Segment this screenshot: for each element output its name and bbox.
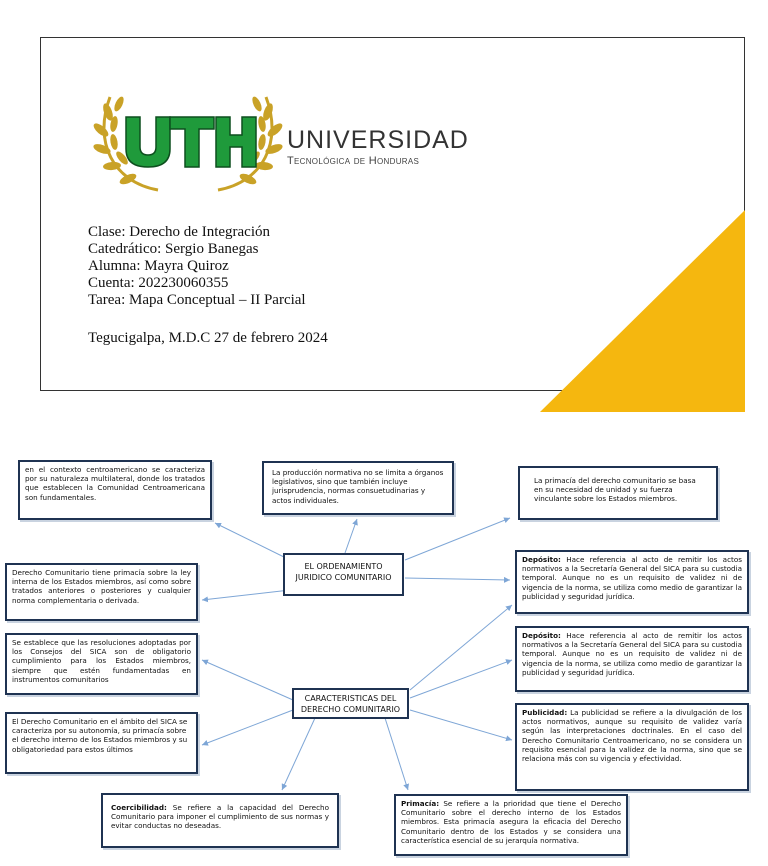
box-bottom-right-text: Se refiere a la prioridad que tiene el Derecho Comunitario sobre el derecho interno de los Estados miembros. Esta primacía asegura la eficacia del Derecho Comunitario dentro de los Estados y se considera una característica esencial de su jerarquía normativa. [401, 799, 621, 845]
center-caracteristicas [292, 688, 409, 719]
box-right-3-title: Publicidad: [522, 708, 568, 717]
box-right-2-text: Hace referencia al acto de remitir los actos normativos a la Secretaría General del SICA para su custodia temporal. Aunque no es un requisito de validez ni de vigencia de la norma, se utiliza como medio de garantizar la publicidad y seguridad jurídica. [522, 631, 742, 677]
box-left-2-text: Se establece que las resoluciones adoptadas por los Consejos del SICA son de obligatorio cumplimiento para los Estados miembros, siempre que estén fundamentadas en instrumentos comunitarios [12, 638, 191, 684]
box-top-right [518, 466, 718, 520]
teacher-line: Catedrático: Sergio Banegas [88, 241, 259, 257]
box-right-3 [515, 703, 749, 791]
task-line: Tarea: Mapa Conceptual – II Parcial [88, 292, 306, 308]
box-right-3-text: La publicidad se refiere a la divulgación de los actos normativos, aunque su requisito de validez varía según las interpretaciones doctrinales. En el caso del Derecho Comunitario Centroamericano, no se considera un requisito esencial para la validez de la norma, sino que se relaciona más con su vigencia y efectividad. [522, 708, 742, 764]
box-top-right-text: La primacía del derecho comunitario se basa en su necesidad de unidad y su fuerza vinculante sobre los Estados miembros. [534, 476, 696, 504]
center-ordenamiento [283, 553, 404, 596]
class-line: Clase: Derecho de Integración [88, 224, 270, 240]
center-caracteristicas-text: CARACTERISTICAS DEL DERECHO COMUNITARIO [300, 694, 401, 714]
box-top-middle-text: La producción normativa no se limita a órganos legislativos, sino que también incluye jurisprudencia, normas consuetudinarias y actos individuales. [272, 468, 444, 505]
box-bottom-left-title: Coercibilidad: [111, 803, 167, 812]
box-right-1-title: Depósito: [522, 555, 561, 564]
box-right-2-title: Depósito: [522, 631, 561, 640]
box-top-left [18, 460, 212, 520]
student-line: Alumna: Mayra Quiroz [88, 258, 229, 274]
box-bottom-left-text: Se refiere a la capacidad del Derecho Comunitario para imponer el cumplimiento de sus normas y evitar conductas no deseadas. [111, 803, 329, 831]
box-bottom-left [101, 793, 339, 848]
box-top-middle [262, 461, 454, 515]
box-right-2 [515, 626, 749, 692]
box-right-1-text: Hace referencia al acto de remitir los actos normativos a la Secretaría General del SICA para su custodia temporal. Aunque no es un requisito de validez ni de vigencia de la norma, se utiliza como medio de garantizar la publicidad y seguridad jurídica. [522, 555, 742, 601]
box-left-2 [5, 633, 198, 695]
uth-logo-laurel-icon [88, 72, 288, 202]
box-left-1 [5, 563, 198, 621]
account-line: Cuenta: 202230060355 [88, 275, 229, 291]
university-name: UNIVERSIDAD [287, 126, 469, 154]
cover-info-block [88, 224, 306, 309]
box-left-1-text: Derecho Comunitario tiene primacía sobre la ley interna de los Estados miembros, así como sobre tratados anteriores o posteriores y cualquier norma complementaria o derivada. [12, 568, 191, 605]
box-bottom-right-title: Primacía: [401, 799, 440, 808]
center-ordenamiento-text: EL ORDENAMIENTO JURIDICO COMUNITARIO [295, 562, 392, 582]
box-top-left-text: en el contexto centroamericano se caracteriza por su naturaleza multilateral, donde los tratados que establecen la Comunidad Centroamericana son fundamentales. [25, 465, 205, 502]
box-right-1 [515, 550, 749, 614]
place-date: Tegucigalpa, M.D.C 27 de febrero 2024 [88, 330, 328, 346]
box-bottom-right [394, 794, 628, 856]
box-left-3-text: El Derecho Comunitario en el ámbito del SICA se caracteriza por su autonomía, su primacía sobre el derecho interno de los Estados miembros y su obligatoriedad para estos últimos [12, 717, 188, 754]
box-left-3 [5, 712, 198, 774]
university-subtitle: Tecnológica de Honduras [287, 155, 420, 167]
